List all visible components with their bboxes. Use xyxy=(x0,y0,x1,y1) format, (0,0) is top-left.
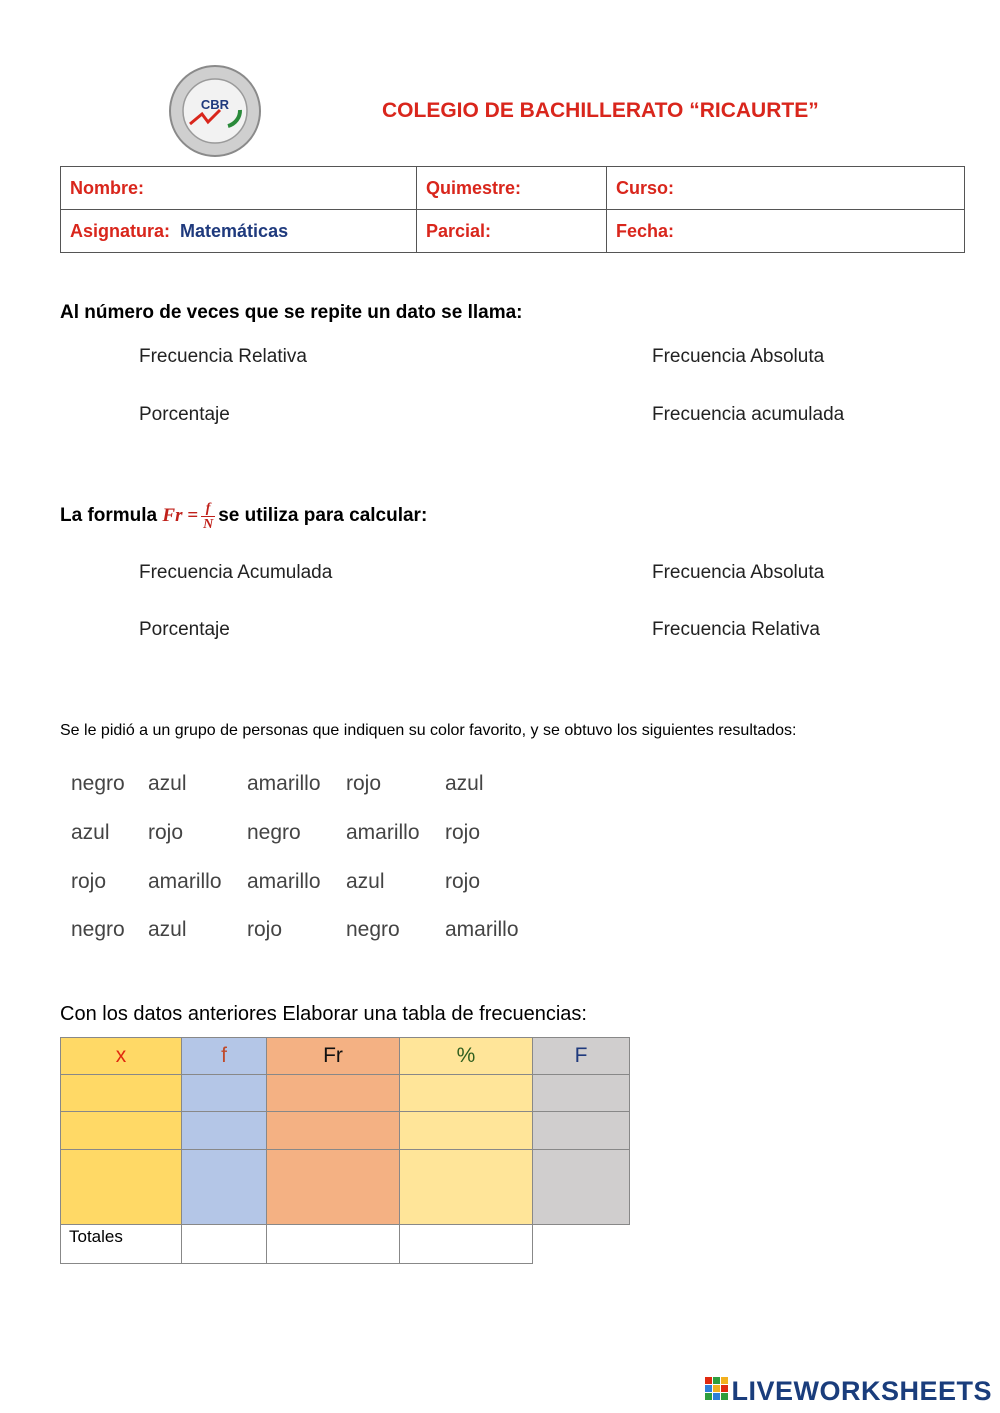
survey-word: rojo xyxy=(247,918,283,941)
q2-option-1[interactable]: Frecuencia Acumulada xyxy=(139,562,333,583)
survey-word: rojo xyxy=(346,772,382,795)
cell-percent[interactable] xyxy=(400,1150,533,1225)
header-fr: Fr xyxy=(267,1038,400,1075)
total-percent[interactable] xyxy=(400,1225,533,1264)
header-cumulative: F xyxy=(533,1038,630,1075)
survey-word: negro xyxy=(247,821,301,844)
survey-word: amarillo xyxy=(148,870,222,893)
cell-x[interactable] xyxy=(61,1075,182,1112)
quimestre-field[interactable]: Quimestre: xyxy=(417,167,607,210)
liveworksheets-logo-icon xyxy=(705,1377,729,1408)
survey-word: rojo xyxy=(71,870,107,893)
school-title: COLEGIO DE BACHILLERATO “RICAURTE” xyxy=(382,99,819,122)
cell-fr[interactable] xyxy=(267,1150,400,1225)
survey-word: azul xyxy=(346,870,385,893)
parcial-field[interactable]: Parcial: xyxy=(417,210,607,253)
survey-word: amarillo xyxy=(247,870,321,893)
cell-percent[interactable] xyxy=(400,1112,533,1150)
cell-f[interactable] xyxy=(182,1112,267,1150)
survey-word: azul xyxy=(148,772,187,795)
school-logo xyxy=(168,64,262,158)
survey-word: negro xyxy=(71,918,125,941)
cell-percent[interactable] xyxy=(400,1075,533,1112)
survey-word: amarillo xyxy=(247,772,321,795)
question-1-prompt: Al número de veces que se repite un dato se llama: xyxy=(60,302,523,323)
q2-option-3[interactable]: Porcentaje xyxy=(139,619,230,640)
cell-fr[interactable] xyxy=(267,1112,400,1150)
asignatura-value: Matemáticas xyxy=(180,220,289,241)
cell-x[interactable] xyxy=(61,1112,182,1150)
cell-x[interactable] xyxy=(61,1150,182,1225)
empty-cell xyxy=(533,1225,630,1264)
fecha-field[interactable]: Fecha: xyxy=(607,210,965,253)
survey-word: rojo xyxy=(445,821,481,844)
survey-word: azul xyxy=(148,918,187,941)
q2-option-4[interactable]: Frecuencia Relativa xyxy=(652,619,820,640)
survey-word: amarillo xyxy=(445,918,519,941)
question-2-prompt: La formula Fr = $\frac{f}{N}$ se utiliza para calcular: xyxy=(60,501,428,532)
nombre-field[interactable]: Nombre: xyxy=(61,167,417,210)
header-f: f xyxy=(182,1038,267,1075)
liveworksheets-brand: LIVEWORKSHEETS xyxy=(705,1376,992,1408)
asignatura-field: Asignatura: Matemáticas xyxy=(61,210,417,253)
frequency-formula: Fr = $\frac{f}{N}$ xyxy=(162,501,214,532)
q1-option-2[interactable]: Frecuencia Absoluta xyxy=(652,346,825,367)
q2-option-2[interactable]: Frecuencia Absoluta xyxy=(652,562,825,583)
q1-option-1[interactable]: Frecuencia Relativa xyxy=(139,346,307,367)
cell-f[interactable] xyxy=(182,1075,267,1112)
survey-intro: Se le pidió a un grupo de personas que indiquen su color favorito, y se obtuvo los siguientes resultados: xyxy=(60,722,797,739)
survey-word: azul xyxy=(445,772,484,795)
table-row xyxy=(61,1075,630,1112)
cell-cumulative[interactable] xyxy=(533,1075,630,1112)
survey-word: negro xyxy=(346,918,400,941)
cell-cumulative[interactable] xyxy=(533,1112,630,1150)
survey-word: azul xyxy=(71,821,110,844)
survey-word: rojo xyxy=(148,821,184,844)
survey-word: rojo xyxy=(445,870,481,893)
student-info-table xyxy=(60,166,965,253)
survey-word: negro xyxy=(71,772,125,795)
q1-option-3[interactable]: Porcentaje xyxy=(139,404,230,425)
table-row xyxy=(61,1112,630,1150)
table-instruction: Con los datos anteriores Elaborar una tabla de frecuencias: xyxy=(60,1003,587,1025)
header-percent: % xyxy=(400,1038,533,1075)
survey-word: amarillo xyxy=(346,821,420,844)
q1-option-4[interactable]: Frecuencia acumulada xyxy=(652,404,845,425)
curso-field[interactable]: Curso: xyxy=(607,167,965,210)
header-x: x xyxy=(61,1038,182,1075)
frequency-table xyxy=(60,1037,630,1264)
cell-fr[interactable] xyxy=(267,1075,400,1112)
totals-row xyxy=(61,1225,630,1264)
total-f[interactable] xyxy=(182,1225,267,1264)
cell-f[interactable] xyxy=(182,1150,267,1225)
svg-text:CBR: CBR xyxy=(200,97,230,112)
frequency-table-header xyxy=(61,1038,630,1075)
cell-cumulative[interactable] xyxy=(533,1150,630,1225)
totals-label: Totales xyxy=(61,1225,182,1264)
total-fr[interactable] xyxy=(267,1225,400,1264)
table-row xyxy=(61,1150,630,1225)
